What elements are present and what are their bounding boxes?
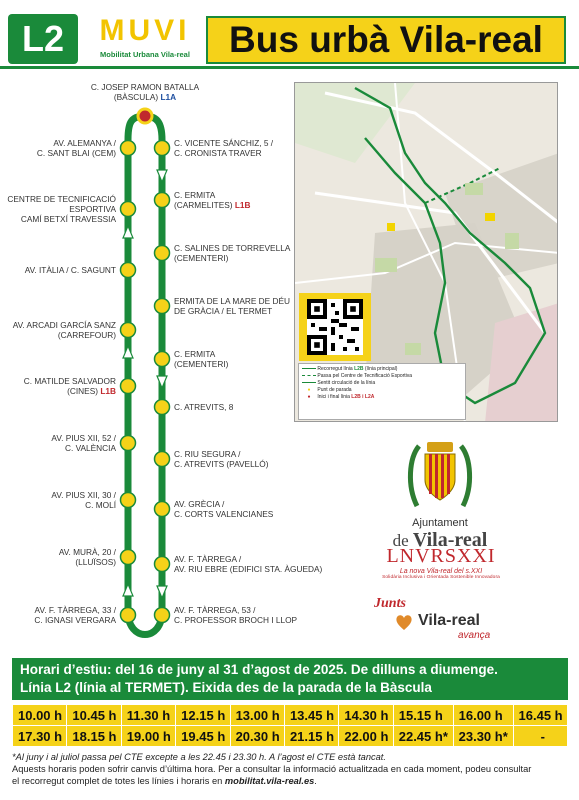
qr-code-panel[interactable] xyxy=(299,293,371,361)
departure-time: 13.45 h xyxy=(284,705,338,726)
muvi-wordmark: MUVI xyxy=(99,14,191,47)
stop-marker xyxy=(121,141,136,156)
timetable xyxy=(12,704,568,747)
stop-marker xyxy=(121,263,136,278)
route-loop xyxy=(128,116,162,635)
arrow-down-icon xyxy=(157,586,167,598)
note-cte: *Al juny i al juliol passa pel CTE excepte a les 22.45 i 23.30 h. A l’agost el CTE està tancat. xyxy=(12,752,386,762)
stop-marker xyxy=(121,550,136,565)
departure-time: 16.00 h xyxy=(453,705,513,726)
departure-time: 13.00 h xyxy=(230,705,284,726)
departure-time: 22.45 h* xyxy=(393,726,453,747)
lnvrsxxi-logo xyxy=(374,545,508,580)
stop-marker xyxy=(121,323,136,338)
arrow-up-icon xyxy=(123,226,133,238)
departure-time: 11.30 h xyxy=(121,705,175,726)
departure-time: 10.45 h xyxy=(67,705,121,726)
stop-marker xyxy=(155,502,170,517)
legend-item: Passa pel Centre de Tecnificació Esportiva xyxy=(302,373,462,380)
stop-marker xyxy=(121,436,136,451)
schedule-heading-line1: Horari d’estiu: del 16 de juny al 31 d’agost de 2025. De dilluns a diumenge. xyxy=(20,662,498,677)
terminus-line1: C. JOSEP RAMON BATALLA xyxy=(90,82,200,92)
stop-marker xyxy=(155,557,170,572)
heart-map-icon xyxy=(394,612,414,632)
timetable-row xyxy=(13,705,568,726)
qr-code-icon xyxy=(307,299,363,355)
stop-label-left: AV. PIUS XII, 52 / C. VALÈNCIA xyxy=(51,433,116,453)
departure-time: 23.30 h* xyxy=(453,726,513,747)
schedule-heading xyxy=(12,658,568,700)
terminus-label xyxy=(70,82,220,102)
stop-label-left: CENTRE DE TECNIFICACIÓ ESPORTIVA CAMÍ BETXÍ TRAVESSIA xyxy=(7,194,116,224)
stop-label-right: C. VICENTE SÁNCHIZ, 5 / C. CRONISTA TRAVER xyxy=(174,138,274,158)
stop-marker xyxy=(121,493,136,508)
stop-label-right: AV. GRÈCIA / C. CORTS VALENCIANES xyxy=(174,499,274,519)
departure-time: 10.00 h xyxy=(13,705,67,726)
stop-label-left: AV. ITÀLIA / C. SAGUNT xyxy=(24,265,116,275)
departure-time: 19.00 h xyxy=(121,726,175,747)
departure-time: 20.30 h xyxy=(230,726,284,747)
stop-marker xyxy=(155,141,170,156)
stop-label-left: AV. MURÀ, 20 / (LLUÏSOS) xyxy=(58,547,116,567)
line-badge: L2 xyxy=(8,14,78,64)
lnv-description: Solidària Inclusiva i Orientada Sostenible Innovadora xyxy=(382,575,500,580)
footer-notes xyxy=(12,751,574,787)
legend-item: Sentit circulació de la línia xyxy=(302,380,462,387)
stop-label-right: C. ATREVITS, 8 xyxy=(174,402,234,412)
ajuntament-logo xyxy=(378,436,502,552)
stop-marker xyxy=(155,299,170,314)
stop-label-left: C. MATILDE SALVADOR (CINES) L1B xyxy=(23,376,116,396)
map-legend xyxy=(298,363,466,420)
stop-marker xyxy=(155,352,170,367)
departure-time: 17.30 h xyxy=(13,726,67,747)
departure-time: 19.45 h xyxy=(176,726,230,747)
terminus-line2: (BÀSCULA) xyxy=(113,92,159,102)
stop-marker xyxy=(121,202,136,217)
stop-label-right: ERMITA DE LA MARE DE DÉU DE GRÀCIA / EL TERMET xyxy=(174,296,291,316)
stop-label-left: AV. ARCADI GARCÍA SANZ (CARREFOUR) xyxy=(12,320,116,340)
departure-time: 22.00 h xyxy=(339,726,393,747)
stop-marker xyxy=(121,379,136,394)
departure-time: - xyxy=(513,726,567,747)
muvi-logo xyxy=(90,16,200,66)
header-divider xyxy=(0,66,579,69)
terminus-stop xyxy=(138,109,152,123)
stop-label-right: C. RIU SEGURA / C. ATREVITS (PAVELLÓ) xyxy=(174,449,269,469)
page-title: Bus urbà Vila-real xyxy=(206,16,566,64)
ajuntament-name: de Vila-real xyxy=(392,529,488,551)
stop-label-right: C. ERMITA (CARMELITES) L1B xyxy=(174,190,251,210)
website-link[interactable]: mobilitat.vila-real.es xyxy=(224,776,315,786)
junts-text: Junts xyxy=(374,596,406,611)
departure-time: 18.15 h xyxy=(67,726,121,747)
legend-item: Recorregut línia L2B (línia principal) xyxy=(302,366,462,373)
departure-time: 21.15 h xyxy=(284,726,338,747)
stop-label-left: AV. F. TÀRREGA, 33 / C. IGNASI VERGARA xyxy=(34,605,116,625)
coat-of-arms-icon xyxy=(405,436,475,508)
arrow-down-icon xyxy=(157,170,167,182)
departure-time: 16.45 h xyxy=(513,705,567,726)
junts-vila-real: Vila-real xyxy=(418,612,480,629)
arrow-up-icon xyxy=(123,584,133,596)
departure-time: 14.30 h xyxy=(339,705,393,726)
stop-marker xyxy=(155,400,170,415)
junts-avanca: avança xyxy=(458,630,491,641)
terminus-tag: L1A xyxy=(160,92,177,102)
stop-marker xyxy=(155,452,170,467)
stop-marker xyxy=(155,193,170,208)
note-link-line: el recorregut complet de totes les línies i horaris en mobilitat.vila-real.es. xyxy=(12,776,317,786)
legend-item: ● Punt de parada xyxy=(307,387,352,393)
timetable-row xyxy=(13,726,568,747)
stop-label-right: C. ERMITA (CEMENTERI) xyxy=(174,349,229,369)
stop-marker xyxy=(155,608,170,623)
ajuntament-text: Ajuntament xyxy=(412,517,468,529)
junts-logo xyxy=(374,596,514,646)
legend-item: ● Inici i final línia L2B i L2A xyxy=(307,394,375,400)
stop-label-left: AV. PIUS XII, 30 / C. MOLÍ xyxy=(51,490,116,510)
stop-label-right: AV. F. TÀRREGA, 53 / C. PROFESSOR BROCH I LLOP xyxy=(174,605,298,625)
departure-time: 12.15 h xyxy=(176,705,230,726)
route-map xyxy=(294,82,558,422)
note-changes: Aquests horaris poden sofrir canvis d’última hora. Per a consultar la informació actualitzada en cada moment, podeu consultar xyxy=(12,764,532,774)
schedule-heading-line2: Línia L2 (línia al TERMET). Eixida des de la parada de la Bàscula xyxy=(20,680,432,695)
stop-label-right: C. SALINES DE TORREVELLA (CEMENTERI) xyxy=(174,243,291,263)
stop-dots xyxy=(121,141,170,623)
departure-time: 15.15 h xyxy=(393,705,453,726)
lnv-title: LNVRSXXI xyxy=(386,545,496,567)
stop-label-left: AV. ALEMANYA / C. SANT BLAI (CEM) xyxy=(36,138,116,158)
arrow-down-icon xyxy=(157,376,167,388)
direction-arrows xyxy=(123,170,167,598)
stop-label-right: AV. F. TÀRREGA / AV. RIU EBRE (EDIFICI STA. ÀGUEDA) xyxy=(174,554,323,574)
stop-marker xyxy=(155,246,170,261)
stop-marker xyxy=(121,608,136,623)
arrow-up-icon xyxy=(123,346,133,358)
muvi-subtitle: Mobilitat Urbana Vila-real xyxy=(100,50,190,59)
lnv-subtitle: La nova Vila-real del s.XXI xyxy=(399,568,483,575)
